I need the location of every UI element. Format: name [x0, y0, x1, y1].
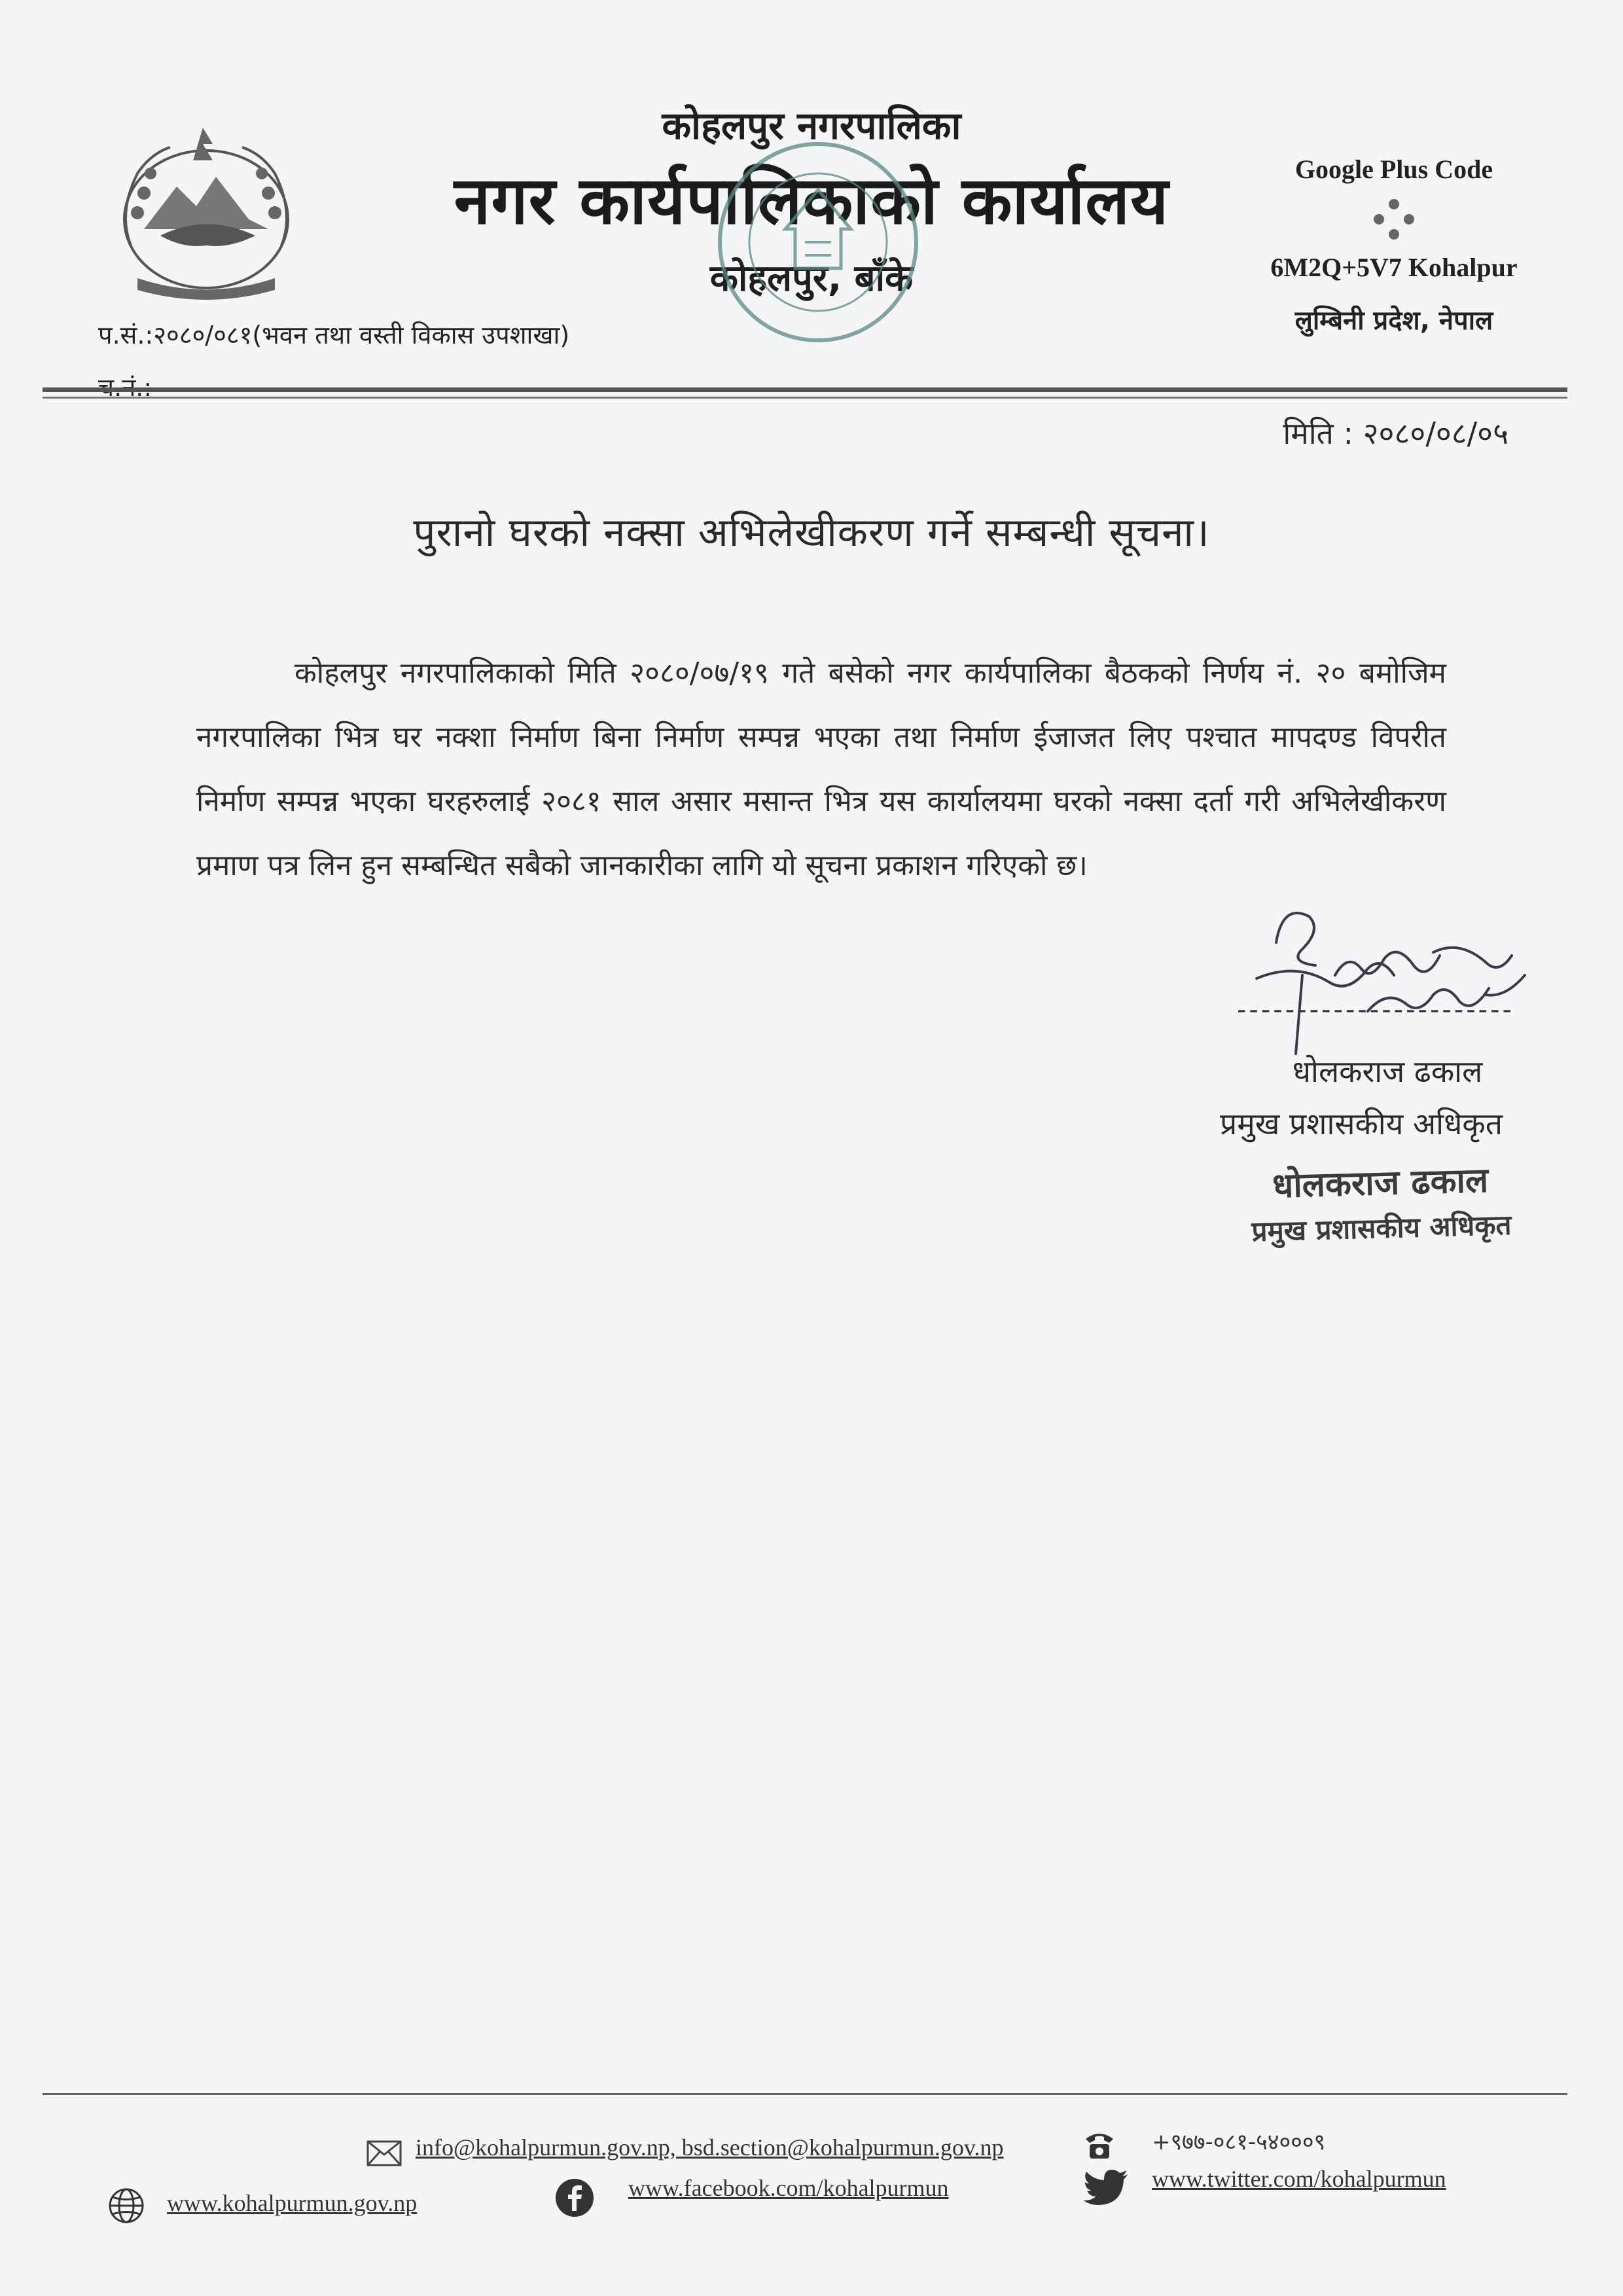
phone-icon [1083, 2128, 1116, 2161]
email-link[interactable]: info@kohalpurmun.gov.np, bsd.section@kohalpurmun.gov.np [416, 2134, 1004, 2161]
header-divider-thin [43, 397, 1567, 399]
reference-number: प.सं.:२०८०/०८१(भवन तथा वस्ती विकास उपशाखा) [98, 321, 570, 350]
municipality-name: कोहलपुर नगरपालिका [662, 103, 961, 148]
signer-title: प्रमुख प्रशासकीय अधिकृत [1220, 1106, 1503, 1141]
plus-code-value: 6M2Q+5V7 Kohalpur [1270, 253, 1518, 282]
office-address: कोहलपुर, बाँके [709, 257, 914, 300]
dispatch-number [98, 370, 152, 404]
phone-number: +९७७-०८१-५४०००९ [1152, 2129, 1326, 2155]
stamp-title: प्रमुख प्रशासकीय अधिकृत [1251, 1208, 1512, 1248]
plus-code-icon [1371, 196, 1417, 249]
footer-divider [43, 2093, 1567, 2095]
signature-icon [1237, 890, 1538, 1073]
plus-code-label: Google Plus Code [1294, 154, 1493, 184]
email-icon [366, 2140, 402, 2166]
province-name: लुम्बिनी प्रदेश, नेपाल [1294, 306, 1493, 336]
stamp-name: धोलकराज ढकाल [1272, 1160, 1489, 1206]
twitter-link[interactable]: www.twitter.com/kohalpurmun [1152, 2166, 1446, 2192]
notice-date: मिति : २०८०/०८/०५ [1283, 416, 1508, 451]
website-link[interactable]: www.kohalpurmun.gov.np [167, 2190, 418, 2216]
notice-body: कोहलपुर नगरपालिकाको मिति २०८०/०७/१९ गते बसेको नगर कार्यपालिका बैठकको निर्णय नं. २० बमोजिम नगरपालिका भित्र घर नक्शा निर्माण बिना निर्माण सम्पन्न भएका तथा निर्माण ईजाजत लिए पश्चात मापदण्ड विपरीत निर्माण सम्पन्न भएका घरहरुलाई २०८१ साल असार मसान्त भित्र यस कार्यालयमा घरको नक्सा दर्ता गरी अभिलेखीकरण प्रमाण पत्र लिन हुन सम्बन्धित सबैको जानकारीका लागि यो सूचना प्रकाशन गरिएको छ। [196, 656, 1446, 882]
signature-line: ----------------------- [1237, 995, 1514, 1025]
facebook-link[interactable]: www.facebook.com/kohalpurmun [628, 2175, 949, 2201]
twitter-icon [1083, 2170, 1129, 2208]
name-stamp [1222, 1155, 1539, 1251]
facebook-icon [555, 2178, 594, 2217]
header-divider [43, 387, 1567, 392]
notice-title: पुरानो घरको नक्सा अभिलेखीकरण गर्ने सम्बन्धी सूचना। [413, 510, 1210, 556]
office-stamp-icon [707, 131, 929, 353]
globe-icon [108, 2187, 145, 2224]
office-title: नगर कार्यपालिकाको कार्यालय [454, 162, 1169, 239]
signer-name: धोलकराज ढकाल [1292, 1054, 1483, 1089]
